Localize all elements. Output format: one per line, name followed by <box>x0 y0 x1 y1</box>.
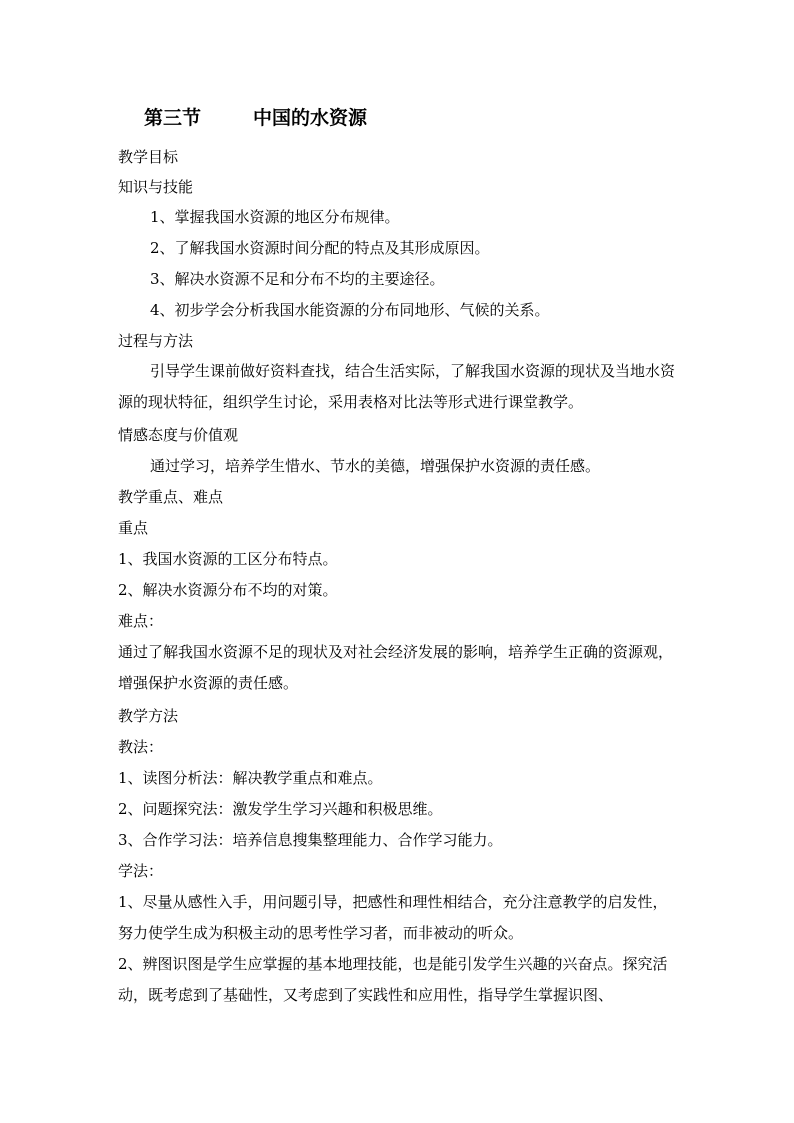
heading-learning-methods: 学法： <box>118 862 164 880</box>
knowledge-item: 1、掌握我国水资源的地区分布规律。 <box>150 208 400 226</box>
heading-teaching-goals: 教学目标 <box>118 148 179 166</box>
difficulty-paragraph: 通过了解我国水资源不足的现状及对社会经济发展的影响，培养学生正确的资源观，增强保护水资源的责任感。 <box>118 643 674 692</box>
document-title <box>144 103 367 130</box>
section-number: 第三节 <box>144 107 202 129</box>
section-title: 中国的水资源 <box>253 107 368 129</box>
heading-knowledge-skills: 知识与技能 <box>118 178 194 196</box>
heading-process-method: 过程与方法 <box>118 332 194 350</box>
focus-item: 2、解决水资源分布不均的对策。 <box>118 581 338 599</box>
heading-emotion-values: 情感态度与价值观 <box>118 426 239 444</box>
learning-method-item: 2、辨图识图是学生应掌握的基本地理技能，也是能引发学生兴趣的兴奋点。探究活动，既考虑到了基础性，又考虑到了实践性和应用性，指导学生掌握识图、 <box>118 955 668 1004</box>
heading-key-points: 教学重点、难点 <box>118 488 224 506</box>
learning-method-item: 1、尽量从感性入手，用问题引导，把感性和理性相结合，充分注意教学的启发性，努力使学生成为积极主动的思考性学习者，而非被动的听众。 <box>118 893 668 942</box>
heading-teaching-methods: 教法： <box>118 738 164 756</box>
process-paragraph: 引导学生课前做好资料查找，结合生活实际，了解我国水资源的现状及当地水资源的现状特征，组织学生讨论，采用表格对比法等形式进行课堂教学。 <box>118 362 676 411</box>
heading-methods: 教学方法 <box>118 707 179 725</box>
emotion-paragraph: 通过学习，培养学生惜水、节水的美德，增强保护水资源的责任感。 <box>150 457 601 475</box>
heading-focus: 重点 <box>118 519 149 537</box>
teaching-method-item: 1、读图分析法：解决教学重点和难点。 <box>118 769 383 787</box>
knowledge-item: 2、了解我国水资源时间分配的特点及其形成原因。 <box>150 239 490 257</box>
focus-item: 1、我国水资源的工区分布特点。 <box>118 550 338 568</box>
heading-difficulty: 难点： <box>118 612 164 630</box>
knowledge-item: 3、解决水资源不足和分布不均的主要途径。 <box>150 270 445 288</box>
teaching-method-item: 2、问题探究法：激发学生学习兴趣和积极思维。 <box>118 800 443 818</box>
teaching-method-item: 3、合作学习法：培养信息搜集整理能力、合作学习能力。 <box>118 831 503 849</box>
knowledge-item: 4、初步学会分析我国水能资源的分布同地形、气候的关系。 <box>150 301 550 319</box>
